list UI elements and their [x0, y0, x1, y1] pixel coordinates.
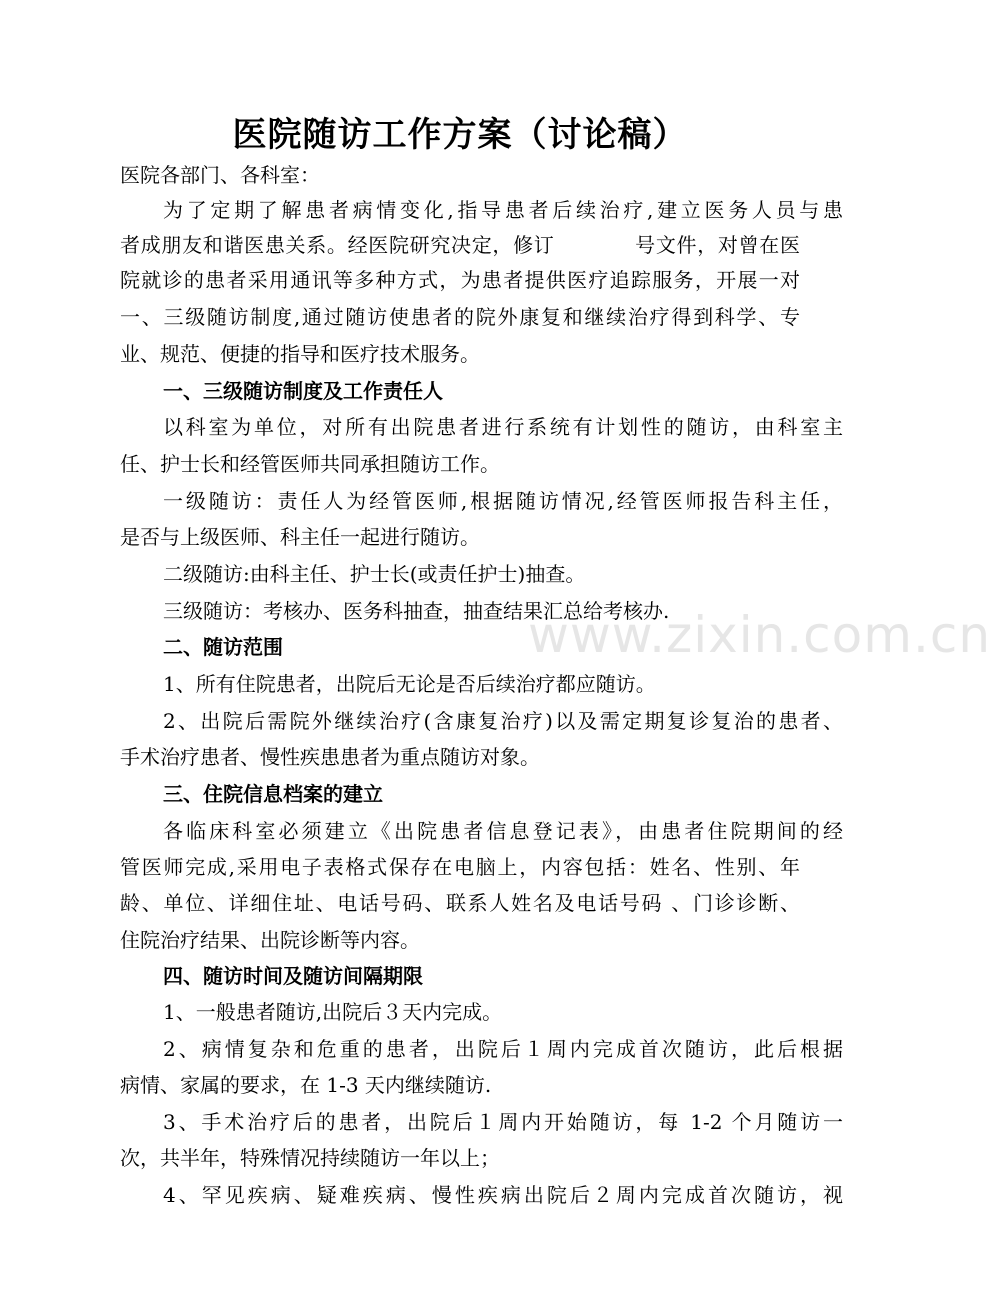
paragraph-line: 三级随访：考核办、医务科抽查，抽查结果汇总给考核办. [163, 599, 670, 623]
section-heading: 四、随访时间及随访间隔期限 [163, 964, 423, 988]
paragraph-line-part: 号文件，对曾在医 [634, 233, 801, 257]
paragraph-line: 3、手术治疗后的患者，出院后１周内开始随访，每 1-2 个月随访一 [163, 1110, 843, 1134]
section-heading: 一、三级随访制度及工作责任人 [163, 379, 443, 403]
section-heading: 三、住院信息档案的建立 [163, 782, 383, 806]
paragraph-line: 2、出院后需院外继续治疗(含康复治疗)以及需定期复诊复治的患者、 [163, 709, 843, 733]
paragraph-line: 以科室为单位，对所有出院患者进行系统有计划性的随访，由科室主 [163, 415, 843, 439]
paragraph-line: 一级随访：责任人为经管医师,根据随访情况,经管医师报告科主任， [163, 489, 843, 513]
paragraph-line [120, 227, 800, 263]
section-heading: 二、随访范围 [163, 635, 283, 659]
paragraph-line: 病情、家属的要求，在 1-3 天内继续随访. [120, 1073, 492, 1097]
paragraph-line: 次，共半年，特殊情况持续随访一年以上； [120, 1146, 500, 1170]
paragraph-line: 是否与上级医师、科主任一起进行随访。 [120, 525, 480, 549]
paragraph-line: 1、一般患者随访,出院后３天内完成。 [163, 1000, 503, 1024]
paragraph-line: 业、规范、便捷的指导和医疗技术服务。 [120, 342, 480, 366]
paragraph-line-part: 者成朋友和谐医患关系。经医院研究决定，修订 [120, 233, 555, 257]
paragraph-line: 龄、单位、详细住址、电话号码、联系人姓名及电话号码 、门诊诊断、 [120, 891, 800, 915]
watermark: www.zixin.com.cn [528, 606, 991, 664]
paragraph-line: 一、三级随访制度,通过随访使患者的院外康复和继续治疗得到科学、专 [120, 305, 800, 329]
paragraph-line: 2、病情复杂和危重的患者，出院后１周内完成首次随访，此后根据 [163, 1037, 843, 1061]
paragraph-line: 1、所有住院患者，出院后无论是否后续治疗都应随访。 [163, 672, 656, 696]
salutation: 医院各部门、各科室： [120, 163, 320, 187]
document-title: 医院随访工作方案（讨论稿） [232, 115, 688, 155]
paragraph-line: 二级随访:由科主任、护士长(或责任护士)抽查。 [163, 562, 586, 586]
paragraph-line: 住院治疗结果、出院诊断等内容。 [120, 928, 420, 952]
paragraph-line: 管医师完成,采用电子表格式保存在电脑上，内容包括：姓名、性别、年 [120, 855, 800, 879]
paragraph-line: 为了定期了解患者病情变化,指导患者后续治疗,建立医务人员与患 [163, 198, 843, 222]
paragraph-line: 任、护士长和经管医师共同承担随访工作。 [120, 452, 500, 476]
paragraph-line: 手术治疗患者、慢性疾患患者为重点随访对象。 [120, 745, 540, 769]
paragraph-line: 各临床科室必须建立《出院患者信息登记表》，由患者住院期间的经 [163, 819, 843, 843]
paragraph-line: 院就诊的患者采用通讯等多种方式，为患者提供医疗追踪服务，开展一对 [120, 268, 800, 292]
paragraph-line: 4、罕见疾病、疑难疾病、慢性疾病出院后２周内完成首次随访，视 [163, 1183, 843, 1207]
